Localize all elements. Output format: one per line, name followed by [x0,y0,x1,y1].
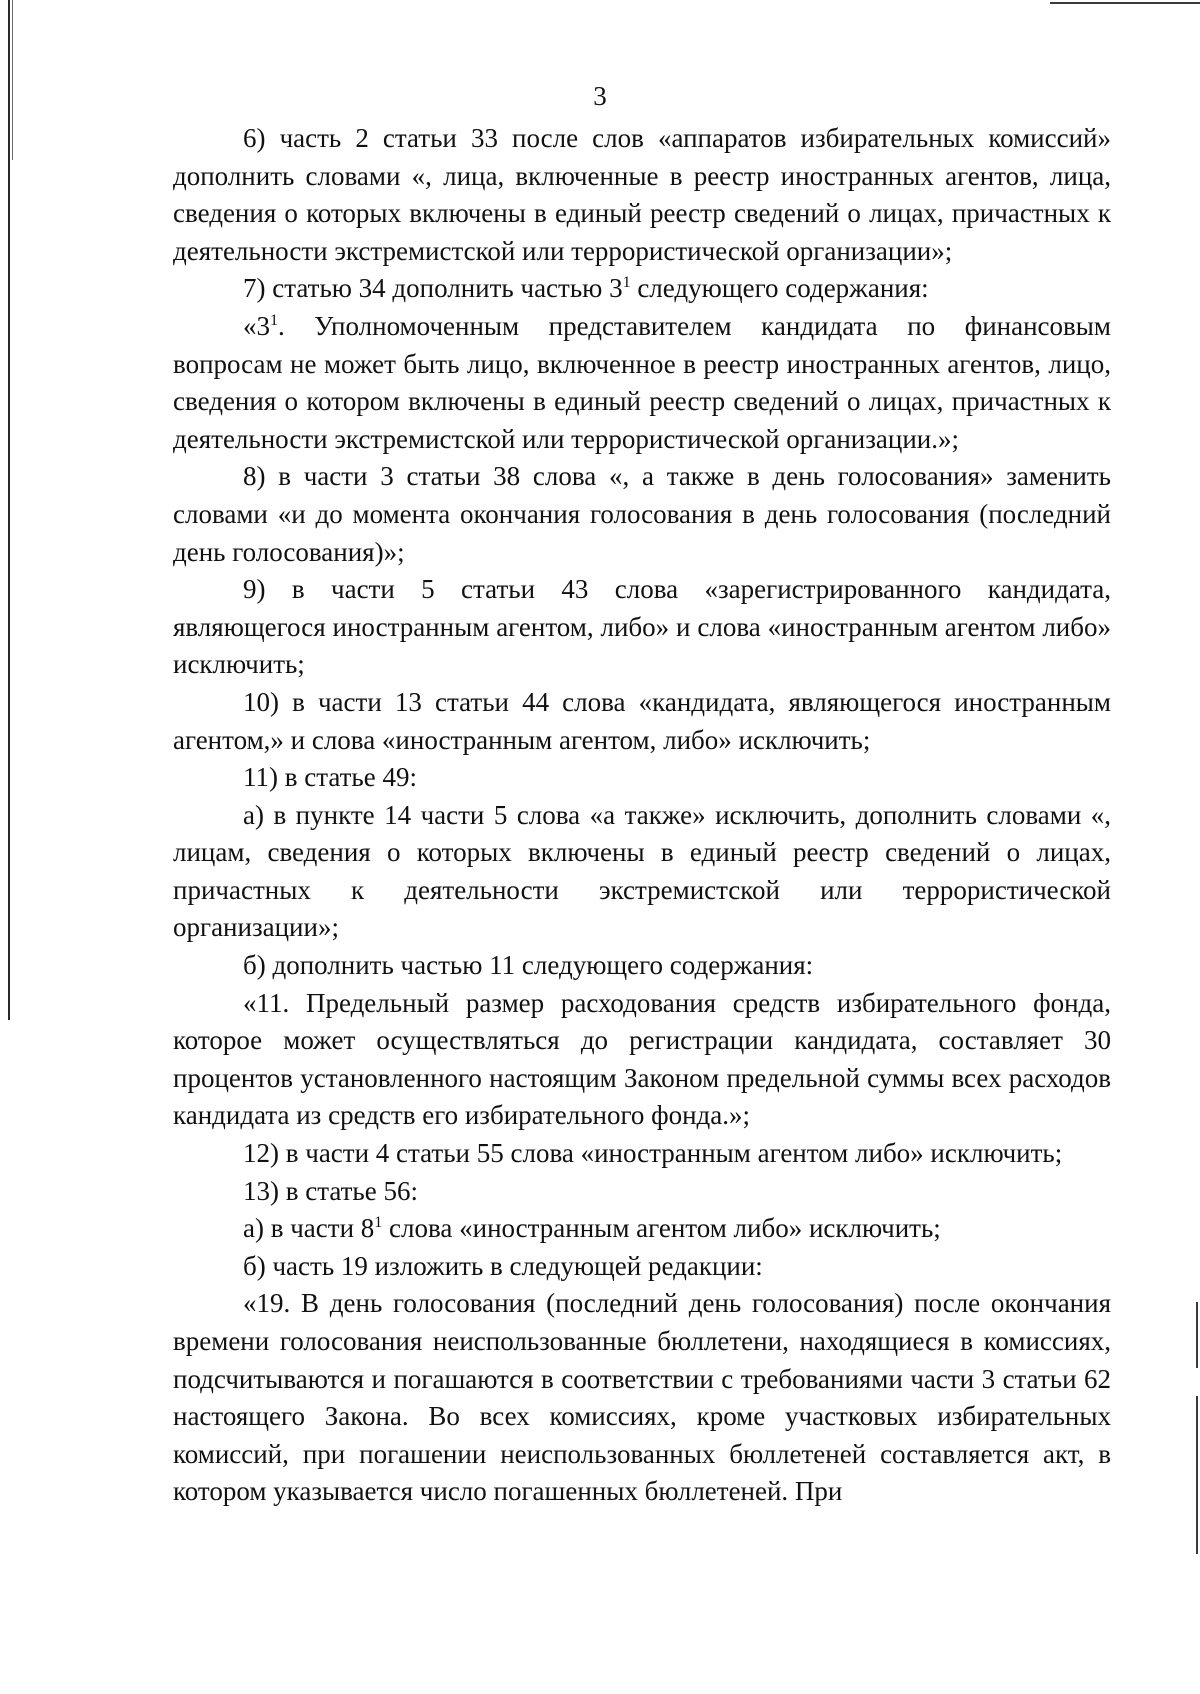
text-run: 6) часть 2 статьи 33 после слов «аппаратов избирательных комиссий» дополнить словами «, лица, включенные в реестр иностранных агентов, лица, сведения о которых включены в единый реестр сведений о лицах, причастных к деятельности экстремистской или террористической организации»; [173,123,1111,266]
paragraph-p7 [173,270,1111,308]
paragraph-p11b [173,947,1111,985]
text-run: «19. В день голосования (последний день голосования) после окончания времени голосования неиспользованные бюллетени, находящиеся в комиссиях, подсчитываются и погашаются в соответствии с требованиями части 3 статьи 62 настоящего Закона. Во всех комиссиях, кроме участковых избирательных комиссий, при погашении неиспользованных бюллетеней составляется акт, в котором указывается число погашенных бюллетеней. При [173,1288,1111,1507]
text-run: а) в части 8 [243,1213,375,1244]
text-run: 13) в статье 56: [243,1175,418,1206]
text-run: 12) в части 4 статьи 55 слова «иностранным агентом либо» исключить; [243,1138,1063,1169]
text-run: а) в пункте 14 части 5 слова «а также» исключить, дополнить словами «, лицам, сведения о которых включены в единый реестр сведений о лицах, причастных к деятельности экстремистской или террористической организации»; [173,799,1111,943]
paragraph-p12 [173,1135,1111,1173]
paragraph-p7-quote [173,308,1111,458]
text-run: 7) статью 34 дополнить частью 3 [243,273,623,304]
paragraph-p13a [173,1210,1111,1248]
paragraph-p8 [173,458,1111,571]
scan-edge-top [1050,2,1200,4]
scan-mark-right-lower [1196,1396,1198,1554]
text-run: «3 [243,310,270,341]
paragraph-p11 [173,759,1111,797]
text-run: . Уполномоченным представителем кандидата по финансовым вопросам не может быть лицо, включенное в реестр иностранных агентов, лицо, сведения о котором включены в единый реестр сведений о лицах, причастных к деятельности экстремистской или террористической организации.»; [173,310,1111,454]
scan-edge-left [8,0,10,1020]
superscript: 1 [622,274,631,292]
superscript: 1 [270,311,278,329]
superscript: 1 [374,1214,383,1232]
paragraph-p13 [173,1173,1111,1211]
text-run: следующего содержания: [630,273,929,304]
text-run: «11. Предельный размер расходования средств избирательного фонда, которое может осуществляться до регистрации кандидата, составляет 30 процентов установленного настоящим Законом предельной суммы всех расходов кандидата из средств его избирательного фонда.»; [173,987,1111,1131]
page-number: 3 [593,81,607,111]
paragraph-p13b-quote [173,1285,1111,1511]
paragraph-p9 [173,571,1111,684]
text-run: 10) в части 13 статьи 44 слова «кандидата, являющегося иностранным агентом,» и слова «иностранным агентом, либо» исключить; [173,686,1111,755]
text-run: б) дополнить частью 11 следующего содержания: [243,950,814,981]
scan-mark-right-upper [1196,1302,1198,1368]
text-run: слова «иностранным агентом либо» исключить; [382,1213,941,1244]
paragraph-p6 [173,120,1111,270]
text-run: 9) в части 5 статьи 43 слова «зарегистрированного кандидата, являющегося иностранным агентом, либо» и слова «иностранным агентом либо» исключить; [173,574,1111,680]
document-body [173,120,1111,1511]
paragraph-p11b-quote [173,985,1111,1135]
paragraph-p13b [173,1248,1111,1286]
text-run: 8) в части 3 статьи 38 слова «, а также в день голосования» заменить словами «и до момента окончания голосования в день голосования (последний день голосования)»; [173,461,1111,567]
paragraph-p11a [173,797,1111,947]
text-run: б) часть 19 изложить в следующей редакции: [243,1250,763,1281]
text-run: 11) в статье 49: [243,762,417,793]
paragraph-p10 [173,684,1111,759]
